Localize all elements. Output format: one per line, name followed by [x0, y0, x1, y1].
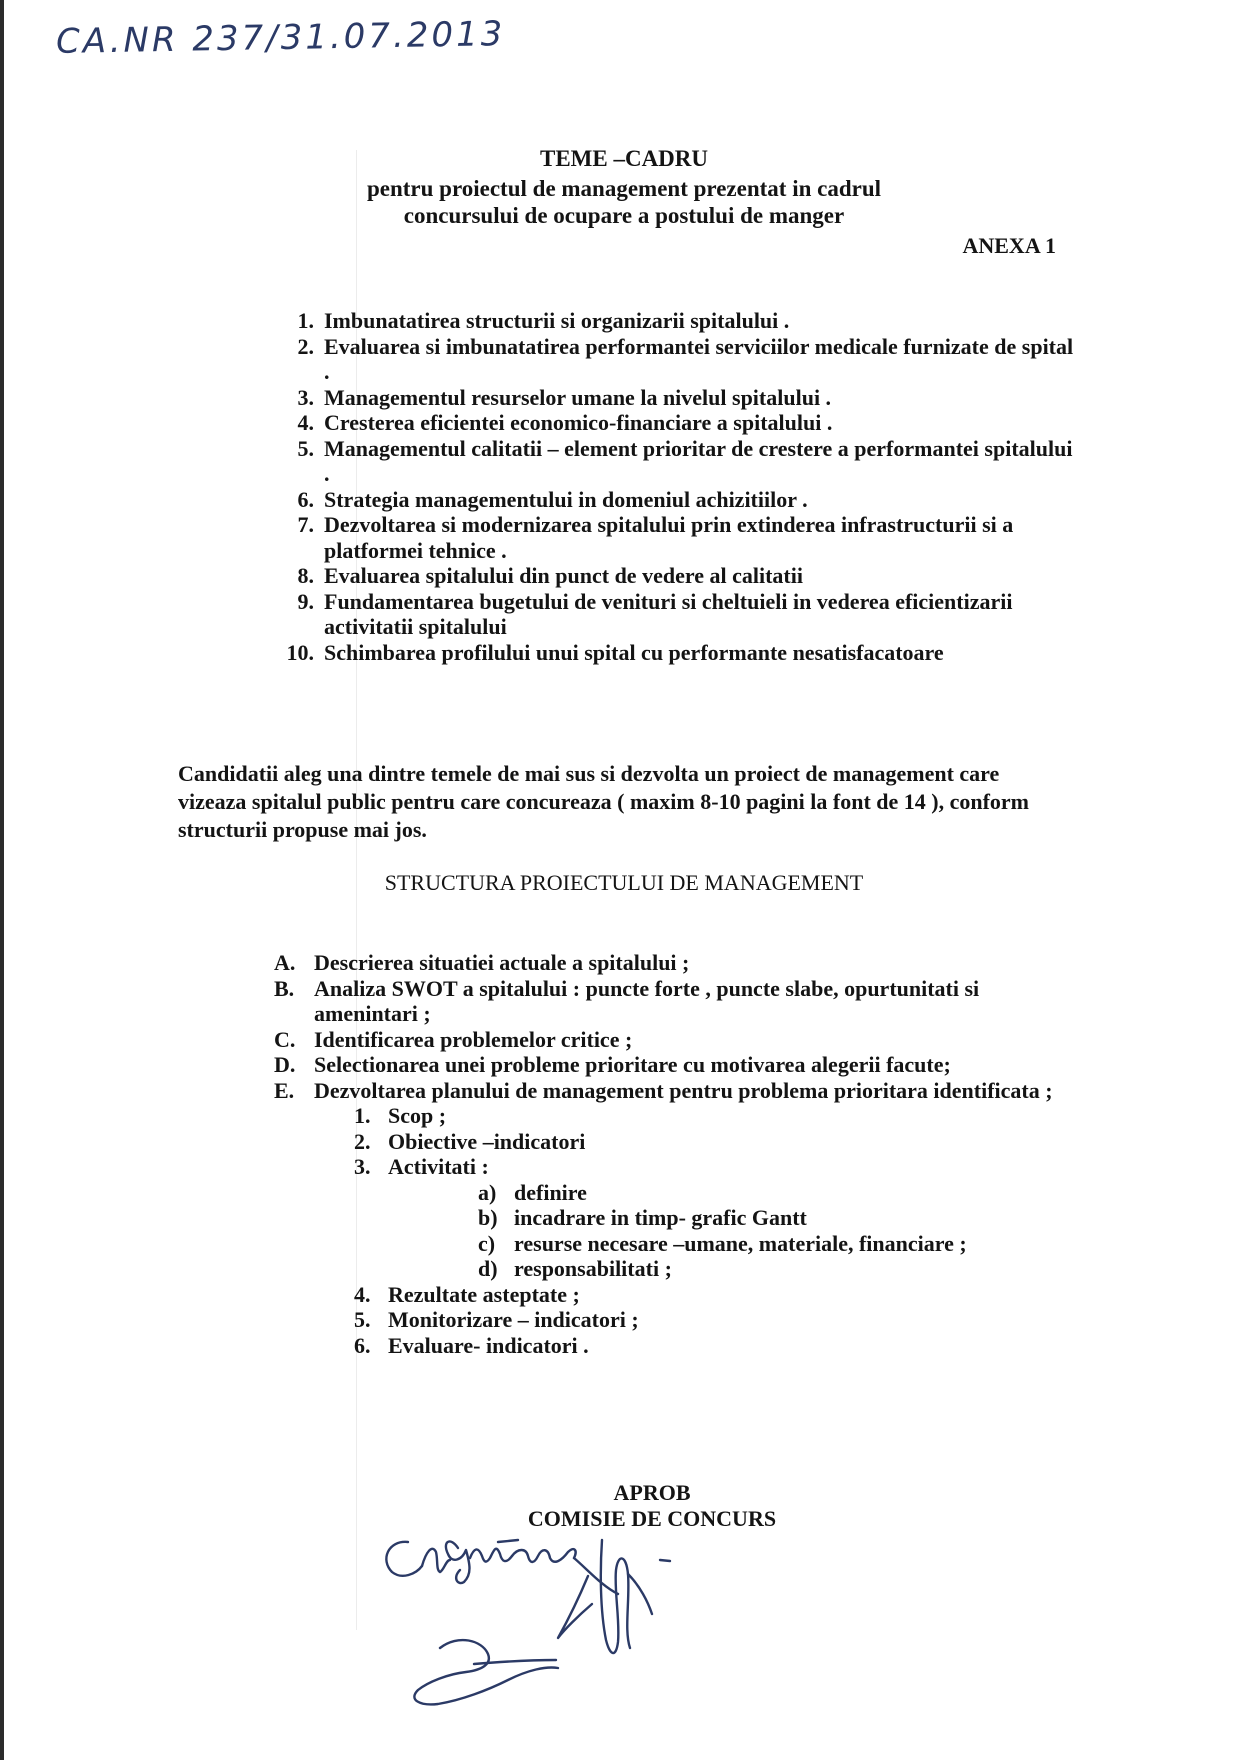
plan-item-number: 6. — [354, 1332, 371, 1358]
instructions-paragraph: Candidatii aleg una dintre temele de mai sus si dezvolta un proiect de management care vizeaza spitalul public pentru care concureaza ( maxim 8-10 pagini la font de 14 ), conform structurii propuse mai jos. — [178, 761, 1030, 842]
list-item — [354, 1307, 1084, 1333]
structure-heading: STRUCTURA PROIECTULUI DE MANAGEMENT — [384, 870, 864, 895]
section-letter: B. — [274, 975, 295, 1001]
list-item — [274, 1027, 1084, 1053]
plan-item-number: 5. — [354, 1307, 371, 1332]
section-text: Analiza SWOT a spitalului : puncte forte , puncte slabe, opurtunitati si amenintari ; — [314, 975, 980, 1026]
signature-stroke — [628, 1574, 652, 1614]
activity-text: responsabilitati ; — [514, 1256, 672, 1281]
list-item — [282, 487, 1082, 513]
list-item-number: 6. — [297, 486, 314, 512]
list-item — [354, 1282, 1084, 1308]
list-item-text: Strategia managementului in domeniul achizitiilor . — [324, 486, 808, 512]
section-letter: A. — [274, 950, 296, 975]
signature-stroke — [446, 1541, 470, 1583]
activity-text: resurse necesare –umane, materiale, financiare ; — [514, 1230, 967, 1256]
list-item-number: 3. — [297, 384, 314, 410]
list-item — [282, 512, 1082, 563]
plan-item-text: Obiective –indicatori — [388, 1128, 586, 1154]
list-item — [354, 1103, 1084, 1129]
plan-item-number: 4. — [354, 1281, 371, 1307]
plan-item-text: Scop ; — [388, 1103, 447, 1128]
list-item-text: Evaluarea si imbunatatirea performantei serviciilor medicale furnizate de spital . — [324, 333, 1074, 384]
list-item-text: Managementul resurselor umane la nivelul spitalului . — [324, 384, 832, 410]
document-subtitle-line1: pentru proiectul de management prezentat in cadrul — [366, 176, 882, 201]
section-letter: D. — [274, 1052, 296, 1077]
handwritten-signature — [378, 1530, 758, 1730]
list-item — [282, 563, 1082, 589]
signature-stroke — [414, 1640, 558, 1704]
plan-item-number: 2. — [354, 1128, 371, 1154]
document-subtitle-line2: concursului de ocupare a postului de manger — [403, 203, 845, 228]
list-item-text: Schimbarea profilului unui spital cu performante nesatisfacatoare — [324, 639, 944, 665]
signature-stroke — [386, 1542, 422, 1576]
list-item — [354, 1154, 1084, 1282]
signature-stroke — [512, 1549, 576, 1562]
list-item-text: Managementul calitatii – element prioritar de crestere a performantei spitalului . — [324, 435, 1073, 486]
list-item — [282, 589, 1082, 640]
approval-committee: COMISIE DE CONCURS — [527, 1506, 777, 1531]
activity-letter: c) — [478, 1230, 496, 1256]
list-item — [282, 640, 1082, 666]
document-title: TEME –CADRU — [539, 146, 709, 171]
approval-label: APROB — [613, 1480, 691, 1505]
list-item — [478, 1256, 1084, 1282]
activity-letter: b) — [478, 1205, 498, 1230]
signature-stroke — [601, 1540, 630, 1653]
activity-text: incadrare in timp- grafic Gantt — [514, 1205, 807, 1230]
list-item — [274, 1078, 1084, 1359]
list-item-text: Dezvoltarea si modernizarea spitalului prin extinderea infrastructurii si a platformei tehnice . — [324, 512, 1014, 563]
list-item — [478, 1205, 1084, 1231]
signature-stroke — [474, 1660, 556, 1664]
list-item — [282, 385, 1082, 411]
plan-items-list — [314, 1103, 1084, 1358]
list-item — [282, 308, 1082, 334]
list-item — [282, 436, 1082, 487]
plan-item-text: Monitorizare – indicatori ; — [388, 1307, 639, 1332]
list-item-number: 8. — [297, 563, 314, 588]
section-text: Selectionarea unei probleme prioritare cu motivarea alegerii facute; — [314, 1052, 951, 1077]
activity-letter: d) — [478, 1256, 498, 1281]
section-text: Identificarea problemelor critice ; — [314, 1026, 633, 1052]
list-item — [354, 1333, 1084, 1359]
handwritten-registration-number: CA.NR 237/31.07.2013 — [55, 14, 506, 62]
list-item-number: 1. — [297, 308, 314, 333]
plan-item-text: Rezultate asteptate ; — [388, 1281, 580, 1307]
signature-stroke — [574, 1558, 618, 1594]
structure-sections-list — [274, 950, 1084, 1358]
plan-item-text: Evaluare- indicatori . — [388, 1332, 589, 1358]
list-item-number: 9. — [297, 588, 314, 614]
activity-letter: a) — [478, 1179, 497, 1205]
list-item-number: 5. — [297, 435, 314, 461]
list-item — [282, 410, 1082, 436]
section-letter: C. — [274, 1026, 296, 1052]
topics-list — [282, 308, 1082, 665]
list-item — [282, 334, 1082, 385]
list-item-text: Evaluarea spitalului din punct de vedere al calitatii — [324, 563, 803, 588]
plan-item-number: 3. — [354, 1154, 371, 1179]
list-item-number: 7. — [297, 512, 314, 537]
list-item-text: Fundamentarea bugetului de venituri si cheltuieli in vederea eficientizarii activitatii spitalului — [324, 588, 1013, 639]
list-item-text: Imbunatatirea structurii si organizarii spitalului . — [324, 308, 790, 333]
activity-text: definire — [514, 1179, 587, 1205]
list-item-text: Cresterea eficientei economico-financiare a spitalului . — [324, 410, 833, 435]
section-letter: E. — [274, 1077, 295, 1103]
list-item-number: 10. — [286, 639, 314, 665]
list-item-number: 4. — [297, 410, 314, 435]
section-text: Descrierea situatiei actuale a spitalului ; — [314, 950, 690, 975]
signature-stroke — [660, 1560, 670, 1561]
signature-stroke — [498, 1540, 518, 1542]
list-item — [478, 1231, 1084, 1257]
list-item — [354, 1129, 1084, 1155]
plan-item-number: 1. — [354, 1103, 371, 1128]
list-item — [274, 1052, 1084, 1078]
activities-list — [388, 1180, 1084, 1282]
signature-stroke — [558, 1576, 592, 1638]
list-item — [478, 1180, 1084, 1206]
list-item — [274, 950, 1084, 976]
list-item-number: 2. — [297, 333, 314, 359]
section-text: Dezvoltarea planului de management pentru problema prioritara identificata ; — [314, 1077, 1053, 1103]
annex-label: ANEXA 1 — [962, 233, 1056, 258]
signature-stroke — [422, 1549, 450, 1572]
plan-item-text: Activitati : — [388, 1154, 489, 1179]
signature-stroke — [470, 1549, 512, 1562]
list-item — [274, 976, 1084, 1027]
